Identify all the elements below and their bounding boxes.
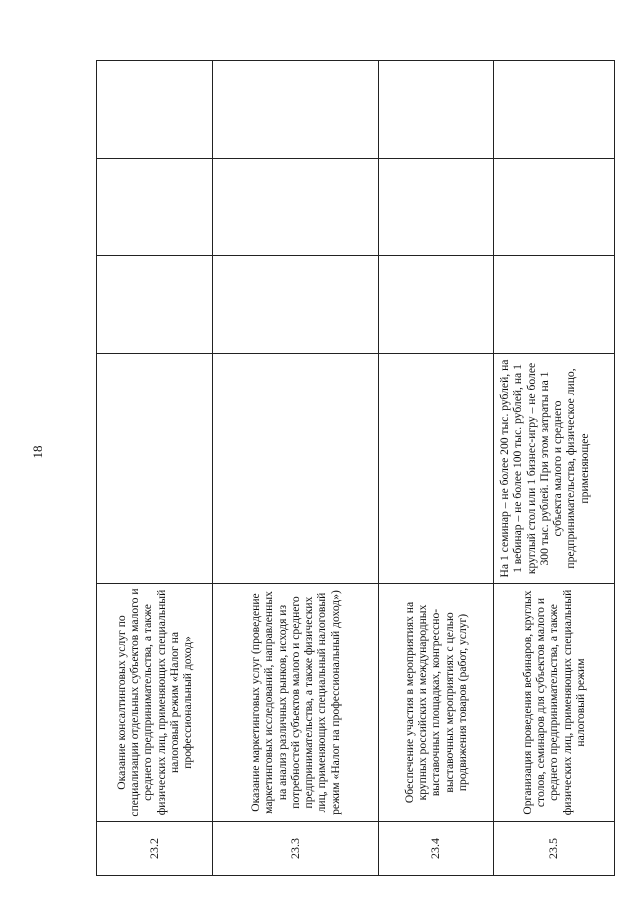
table-row	[97, 61, 213, 876]
table-row	[379, 61, 494, 876]
service-description: Оказание консалтинговых услуг по специализации отдельных субъектов малого и среднего предпринимательства, а также физических лиц, применяющих специальный налоговый режим «Налог на профессиональный доход»	[97, 584, 213, 822]
empty-cell	[494, 159, 615, 256]
empty-cell	[213, 159, 379, 256]
row-number: 23.5	[494, 822, 615, 876]
service-description: Оказание маркетинговых услуг (проведение маркетинговых исследований, направленных на анализ различных рынков, исходя из потребностей субъектов малого и среднего предпринимательства, а также физических лиц, применяющих специальный налоговый режим «Налог на профессиональный доход»)	[213, 584, 379, 822]
service-description: Обеспечение участия в мероприятиях на крупных российских и международных выставочных площадках, конгрессно-выставочных мероприятиях с целью продвижения товаров (работ, услуг)	[379, 584, 494, 822]
row-number: 23.4	[379, 822, 494, 876]
table-row	[494, 61, 615, 876]
services-table	[96, 60, 615, 876]
page-number: 18	[30, 445, 45, 459]
empty-cell	[97, 256, 213, 354]
empty-cell	[379, 61, 494, 159]
empty-cell	[97, 159, 213, 256]
empty-cell	[494, 61, 615, 159]
service-description: Организация проведения вебинаров, круглых столов, семинаров для субъектов малого и среднего предпринимательства, а также физических лиц, применяющих специальный налоговый режим	[494, 584, 615, 822]
note-text: На 1 семинар – не более 200 тыс. рублей, на 1 вебинар – не более 100 тыс. рублей, на 1 круглый стол или 1 бизнес-игру – не более 300 тыс. рублей. При этом затраты на 1 субъекта малого и среднего предпринимательства, физическое лицо, применяющее	[498, 359, 591, 578]
note-cell	[494, 354, 615, 584]
note-cell	[97, 354, 213, 584]
empty-cell	[379, 256, 494, 354]
note-cell	[379, 354, 494, 584]
empty-cell	[97, 61, 213, 159]
row-number: 23.3	[213, 822, 379, 876]
note-cell	[213, 354, 379, 584]
row-number: 23.2	[97, 822, 213, 876]
empty-cell	[213, 256, 379, 354]
empty-cell	[494, 256, 615, 354]
table-row	[213, 61, 379, 876]
rotated-table-container	[96, 61, 614, 876]
empty-cell	[213, 61, 379, 159]
empty-cell	[379, 159, 494, 256]
